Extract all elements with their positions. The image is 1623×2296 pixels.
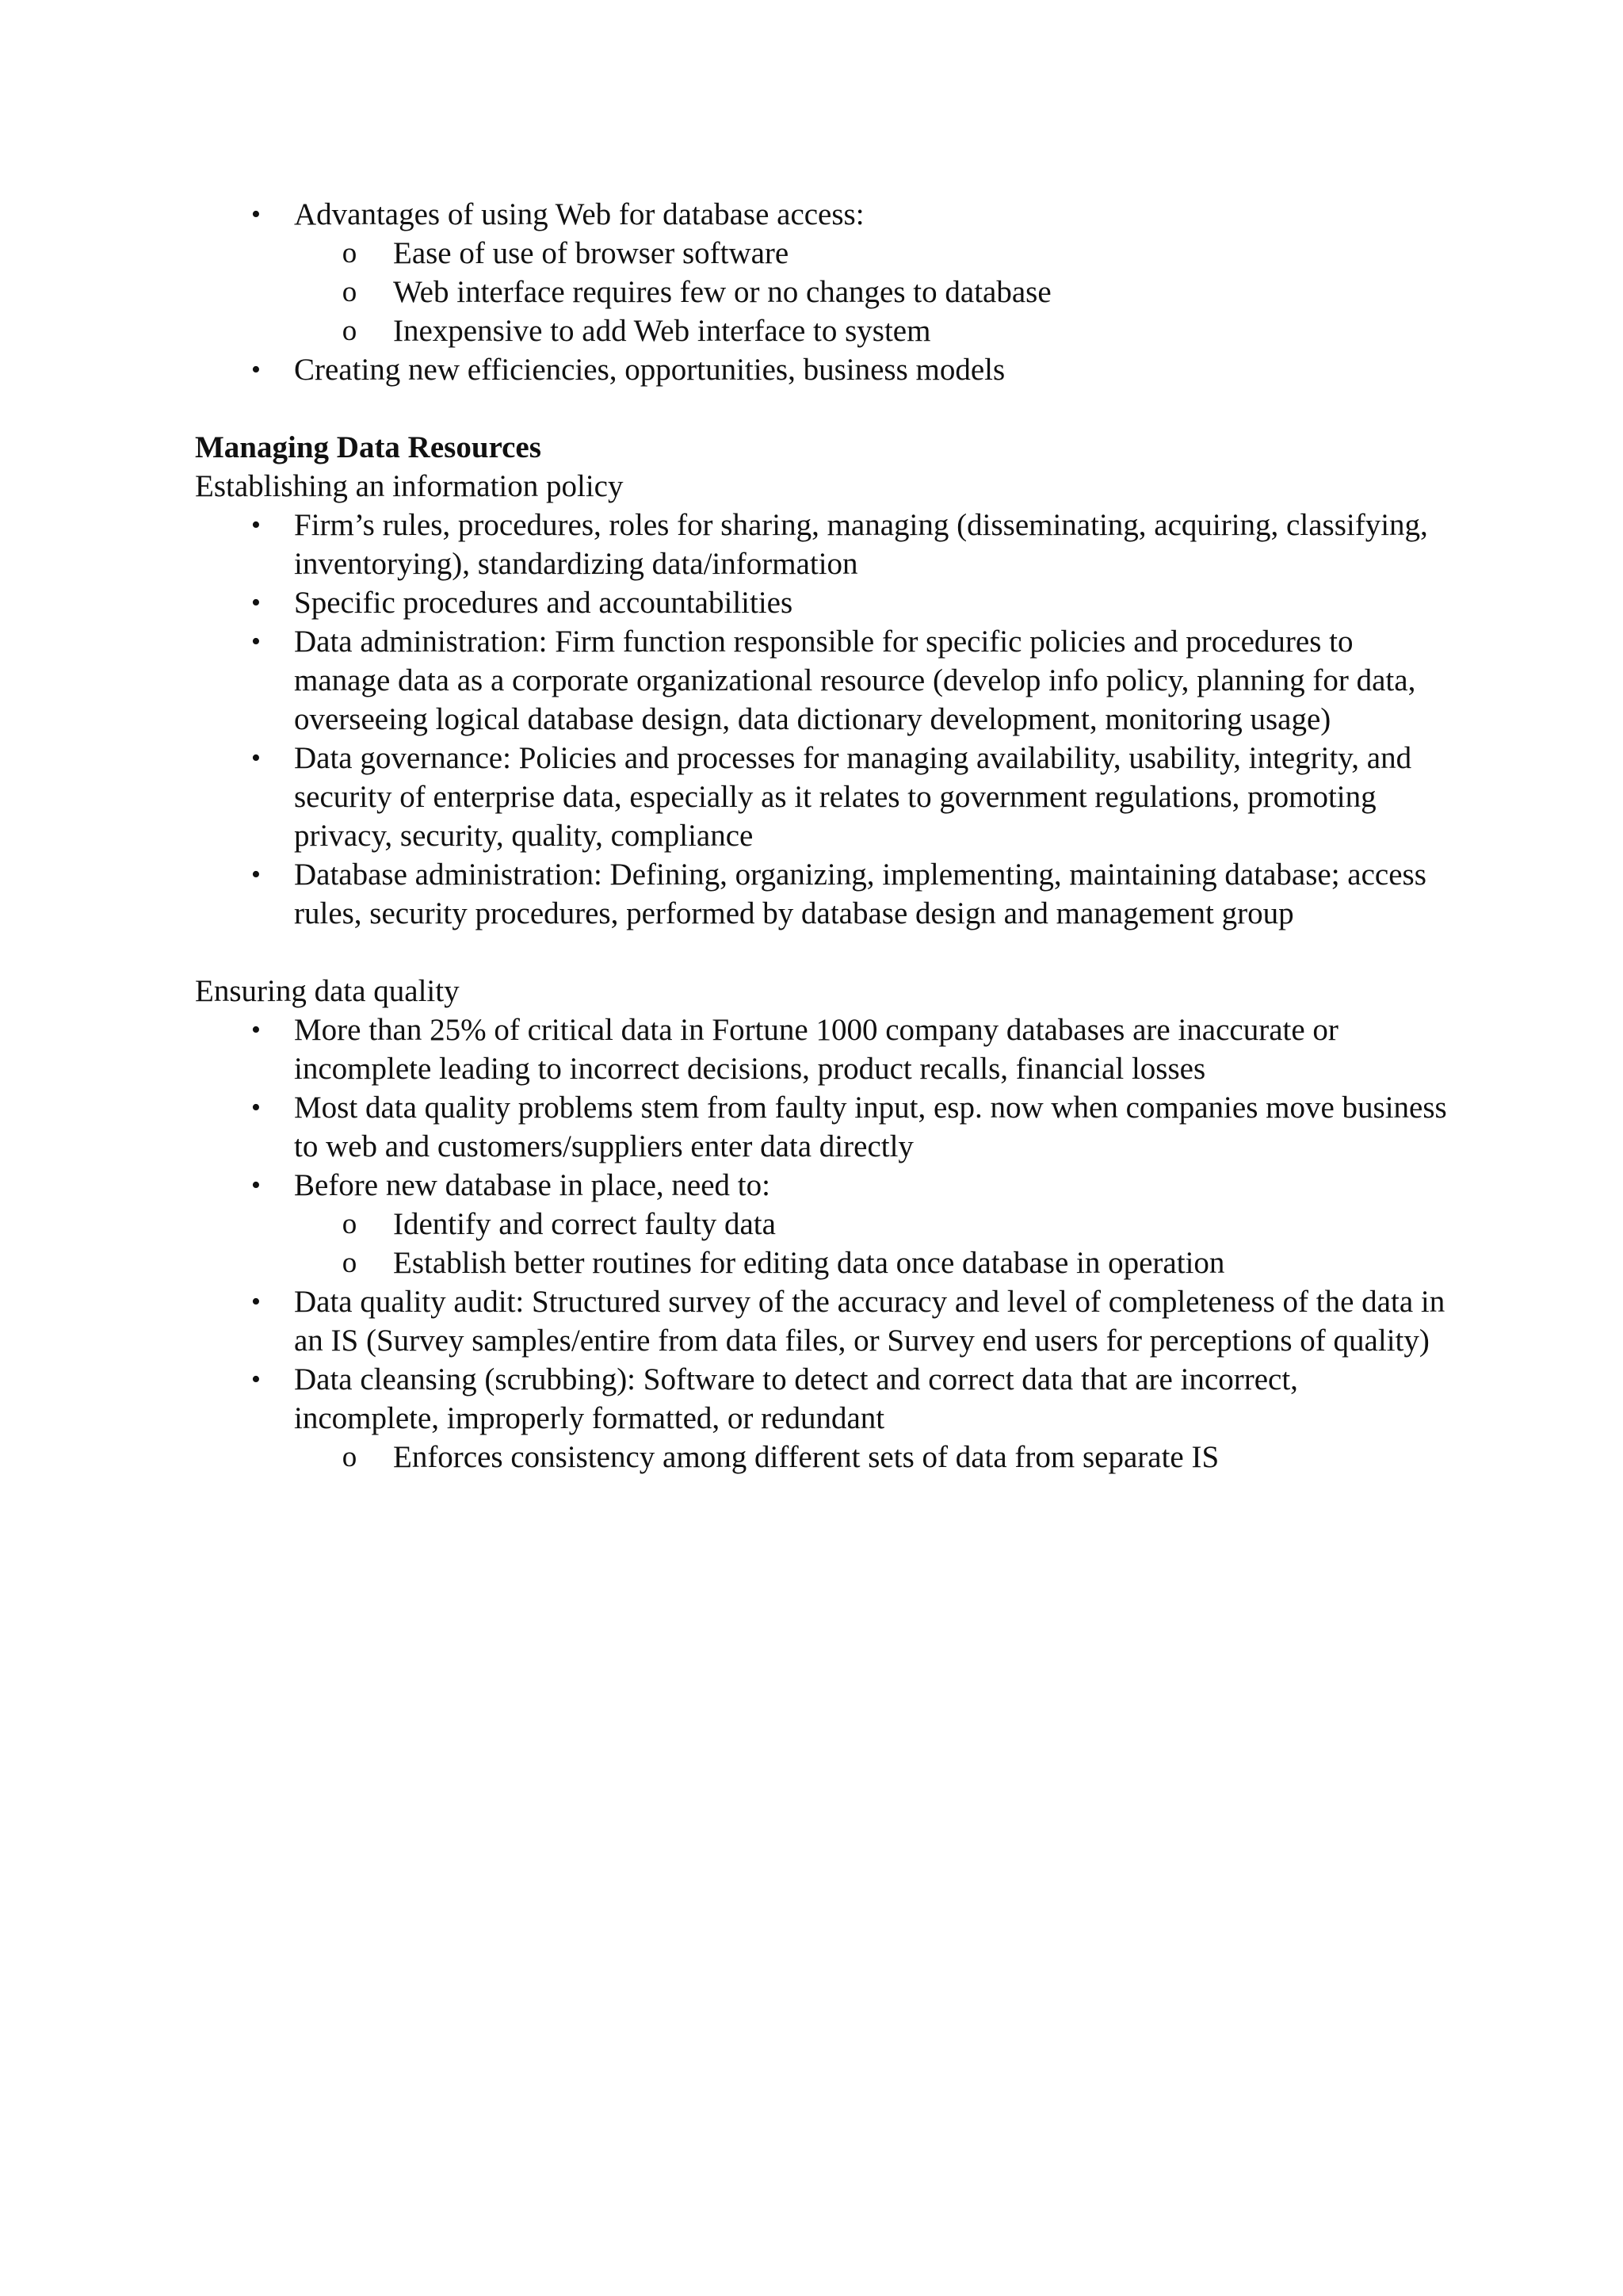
bullet-icon: • [251,1171,261,1200]
subheading-information-policy: Establishing an information policy [195,469,624,503]
list-item-text: More than 25% of critical data in Fortune 1000 company databases are inaccurate or incomplete leading to incorrect decisions, product recalls, financial losses [294,1013,1338,1086]
list-item-text: Data cleansing (scrubbing): Software to detect and correct data that are incorrect, incomplete, improperly formatted, or redundant [294,1362,1298,1435]
list-item [195,506,1447,583]
list-item [195,583,1447,622]
bullet-icon: • [251,355,261,384]
sub-bullet-icon: o [342,1208,357,1240]
subheading-data-quality: Ensuring data quality [195,974,460,1008]
list-item-text: Creating new efficiencies, opportunities, business models [294,353,1006,387]
list-item-text: Specific procedures and accountabilities [294,586,793,620]
list-item [195,855,1447,933]
sub-bullet-icon: o [342,276,357,308]
list-item-text: Data administration: Firm function responsible for specific policies and procedures to manage data as a corporate organizational resource (develop info policy, planning for data, overseeing logical database design, data dictionary development, monitoring usage) [294,625,1416,736]
sub-list-item-text: Web interface requires few or no changes to database [393,275,1052,309]
list-item-text: Most data quality problems stem from faulty input, esp. now when companies move business to web and customers/suppliers enter data directly [294,1091,1447,1163]
sub-bullet-icon: o [342,1247,357,1279]
spacer [195,933,1447,972]
list-item-text: Advantages of using Web for database access: [294,197,865,231]
sub-list-item-text: Establish better routines for editing data once database in operation [393,1246,1225,1280]
bullet-icon: • [251,1093,261,1122]
list-item-text: Before new database in place, need to: [294,1168,770,1202]
list-item-text: Data quality audit: Structured survey of the accuracy and level of completeness of the data in an IS (Survey samples/entire from data files, or Survey end users for perceptions of quality) [294,1285,1445,1358]
sub-list-item [195,311,1447,350]
list-item [195,350,1447,389]
list-item [195,195,1447,234]
list-item [195,1360,1447,1438]
list-item [195,1282,1447,1360]
sub-bullet-icon: o [342,315,357,347]
spacer [195,389,1447,428]
bullet-icon: • [251,743,261,773]
list-item [195,1010,1447,1088]
bullet-icon: • [251,200,261,229]
bullet-icon: • [251,627,261,656]
list-item-text: Data governance: Policies and processes for managing availability, usability, integrity, and security of enterprise data, especially as it relates to government regulations, promoting privacy, security, quality, compliance [294,741,1412,853]
sub-bullet-icon: o [342,237,357,269]
sub-list-item [195,1244,1447,1282]
sub-list-item-text: Enforces consistency among different sets of data from separate IS [393,1440,1220,1474]
list-item-text: Firm’s rules, procedures, roles for sharing, managing (disseminating, acquiring, classifying, inventorying), standardizing data/information [294,508,1428,581]
list-item [195,1166,1447,1205]
sub-list-item-text: Inexpensive to add Web interface to system [393,314,931,348]
sub-list-item [195,1438,1447,1477]
sub-list-item-text: Identify and correct faulty data [393,1207,776,1241]
sub-list-item [195,234,1447,273]
bullet-icon: • [251,510,261,540]
list-item-text: Database administration: Defining, organizing, implementing, maintaining database; access rules, security procedures, performed by database design and management group [294,858,1426,930]
sub-list-item [195,1205,1447,1244]
bullet-icon: • [251,1365,261,1394]
document-page [195,195,1447,1477]
sub-list-item-text: Ease of use of browser software [393,236,789,270]
bullet-icon: • [251,1287,261,1316]
list-item [195,1088,1447,1166]
list-item [195,739,1447,855]
sub-list-item [195,273,1447,311]
list-item [195,622,1447,739]
bullet-icon: • [251,1015,261,1045]
bullet-icon: • [251,588,261,617]
sub-bullet-icon: o [342,1441,357,1473]
section-heading: Managing Data Resources [195,430,541,464]
bullet-icon: • [251,860,261,889]
